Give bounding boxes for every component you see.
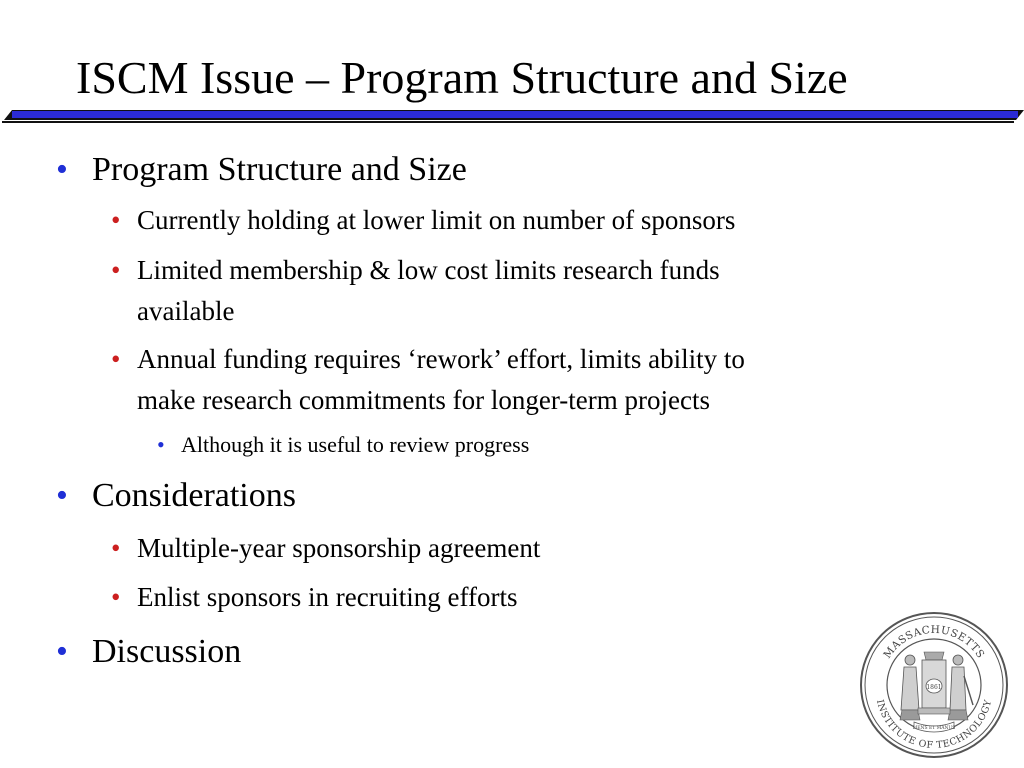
svg-text:MASSACHUSETTS: MASSACHUSETTS <box>881 623 987 661</box>
item-limited-membership-line2: available <box>137 296 235 326</box>
bullet-icon: • <box>111 344 121 374</box>
mit-seal-logo <box>858 610 1010 760</box>
heading-considerations: Considerations <box>92 477 296 514</box>
svg-text:INSTITUTE OF TECHNOLOGY: INSTITUTE OF TECHNOLOGY <box>873 698 995 752</box>
bullet-icon: • <box>56 151 68 188</box>
bullet-icon: • <box>111 255 121 285</box>
bullet-icon: • <box>56 633 68 670</box>
item-limited-membership-line1: Limited membership & low cost limits research funds <box>137 255 720 285</box>
item-lower-limit: Currently holding at lower limit on number of sponsors <box>137 205 736 235</box>
slide-title: ISCM Issue – Program Structure and Size <box>76 52 848 103</box>
item-enlist-sponsors: Enlist sponsors in recruiting efforts <box>137 582 518 612</box>
svg-text:1861: 1861 <box>926 684 942 691</box>
svg-text:MENS ET MANUS: MENS ET MANUS <box>912 726 956 731</box>
item-annual-funding-line2: make research commitments for longer-term projects <box>137 385 710 415</box>
item-multiple-year: Multiple-year sponsorship agreement <box>137 533 541 563</box>
heading-discussion: Discussion <box>92 633 242 670</box>
bullet-icon: • <box>111 582 121 612</box>
bullet-icon: • <box>157 432 165 457</box>
bullet-icon: • <box>111 533 121 563</box>
heading-program-structure: Program Structure and Size <box>92 151 467 188</box>
item-annual-funding <box>137 339 745 421</box>
bullet-icon: • <box>111 205 121 235</box>
item-annual-funding-line1: Annual funding requires ‘rework’ effort, limits ability to <box>137 344 745 374</box>
bullet-icon: • <box>56 477 68 514</box>
item-limited-membership <box>137 250 720 332</box>
subitem-review-progress: Although it is useful to review progress <box>181 432 530 457</box>
